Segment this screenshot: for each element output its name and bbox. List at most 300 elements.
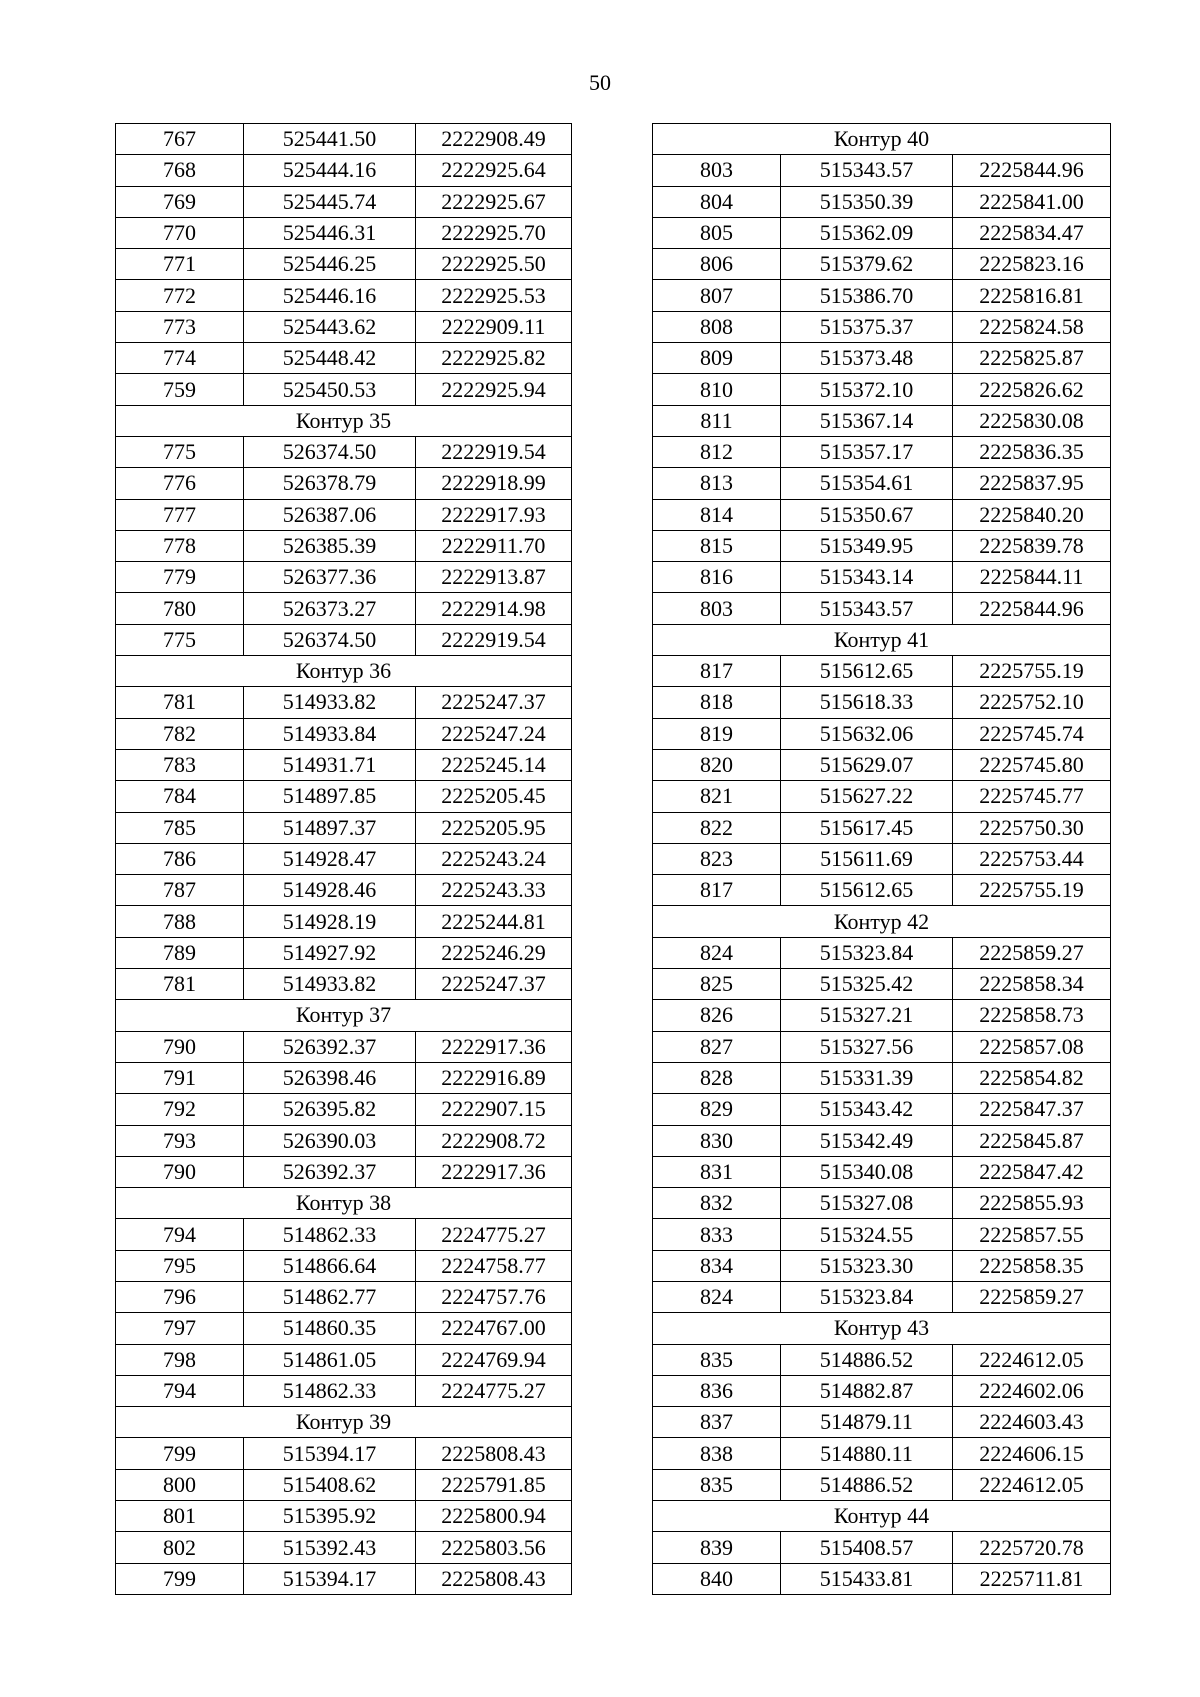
x-coordinate: 515367.14 xyxy=(781,405,953,436)
y-coordinate: 2225841.00 xyxy=(953,186,1111,217)
y-coordinate: 2225245.14 xyxy=(416,749,572,780)
y-coordinate: 2225823.16 xyxy=(953,249,1111,280)
x-coordinate: 526374.50 xyxy=(244,436,416,467)
point-number: 802 xyxy=(116,1532,244,1563)
y-coordinate: 2225840.20 xyxy=(953,499,1111,530)
coordinate-row xyxy=(116,499,572,530)
point-number: 780 xyxy=(116,593,244,624)
x-coordinate: 526373.27 xyxy=(244,593,416,624)
coordinate-row xyxy=(653,1250,1111,1281)
point-number: 818 xyxy=(653,687,781,718)
point-number: 769 xyxy=(116,186,244,217)
y-coordinate: 2225830.08 xyxy=(953,405,1111,436)
y-coordinate: 2225858.73 xyxy=(953,1000,1111,1031)
contour-title: Контур 41 xyxy=(653,624,1111,655)
x-coordinate: 525446.31 xyxy=(244,217,416,248)
point-number: 767 xyxy=(116,124,244,155)
point-number: 834 xyxy=(653,1250,781,1281)
point-number: 840 xyxy=(653,1563,781,1594)
x-coordinate: 515343.57 xyxy=(781,593,953,624)
y-coordinate: 2225844.96 xyxy=(953,593,1111,624)
point-number: 781 xyxy=(116,687,244,718)
point-number: 791 xyxy=(116,1062,244,1093)
y-coordinate: 2225816.81 xyxy=(953,280,1111,311)
x-coordinate: 515617.45 xyxy=(781,812,953,843)
point-number: 794 xyxy=(116,1375,244,1406)
coordinate-row xyxy=(116,969,572,1000)
x-coordinate: 515350.67 xyxy=(781,499,953,530)
x-coordinate: 515323.30 xyxy=(781,1250,953,1281)
x-coordinate: 515379.62 xyxy=(781,249,953,280)
point-number: 831 xyxy=(653,1156,781,1187)
y-coordinate: 2225247.37 xyxy=(416,687,572,718)
coordinate-row xyxy=(116,155,572,186)
y-coordinate: 2225847.37 xyxy=(953,1094,1111,1125)
y-coordinate: 2222925.50 xyxy=(416,249,572,280)
x-coordinate: 515612.65 xyxy=(781,656,953,687)
x-coordinate: 526387.06 xyxy=(244,499,416,530)
contour-header-row xyxy=(653,906,1111,937)
coordinate-row xyxy=(116,1250,572,1281)
y-coordinate: 2225825.87 xyxy=(953,343,1111,374)
y-coordinate: 2224612.05 xyxy=(953,1344,1111,1375)
x-coordinate: 514933.82 xyxy=(244,969,416,1000)
coordinate-row xyxy=(653,781,1111,812)
page-number: 50 xyxy=(589,70,611,95)
point-number: 829 xyxy=(653,1094,781,1125)
coordinate-row xyxy=(653,1281,1111,1312)
point-number: 795 xyxy=(116,1250,244,1281)
point-number: 814 xyxy=(653,499,781,530)
x-coordinate: 526395.82 xyxy=(244,1094,416,1125)
point-number: 781 xyxy=(116,969,244,1000)
x-coordinate: 526398.46 xyxy=(244,1062,416,1093)
coordinate-row xyxy=(116,906,572,937)
point-number: 825 xyxy=(653,969,781,1000)
x-coordinate: 526392.37 xyxy=(244,1031,416,1062)
coordinate-row xyxy=(116,374,572,405)
y-coordinate: 2225800.94 xyxy=(416,1501,572,1532)
point-number: 796 xyxy=(116,1281,244,1312)
contour-header-row xyxy=(116,656,572,687)
point-number: 815 xyxy=(653,530,781,561)
contour-header-row xyxy=(116,1000,572,1031)
point-number: 759 xyxy=(116,374,244,405)
point-number: 819 xyxy=(653,718,781,749)
x-coordinate: 515386.70 xyxy=(781,280,953,311)
x-coordinate: 514928.19 xyxy=(244,906,416,937)
x-coordinate: 514862.33 xyxy=(244,1219,416,1250)
y-coordinate: 2225247.37 xyxy=(416,969,572,1000)
point-number: 774 xyxy=(116,343,244,374)
x-coordinate: 515611.69 xyxy=(781,843,953,874)
y-coordinate: 2222925.94 xyxy=(416,374,572,405)
y-coordinate: 2225205.45 xyxy=(416,781,572,812)
coordinate-row xyxy=(653,1125,1111,1156)
coordinate-row xyxy=(116,1281,572,1312)
x-coordinate: 515372.10 xyxy=(781,374,953,405)
point-number: 773 xyxy=(116,311,244,342)
point-number: 811 xyxy=(653,405,781,436)
coordinate-row xyxy=(116,1438,572,1469)
point-number: 779 xyxy=(116,562,244,593)
point-number: 824 xyxy=(653,937,781,968)
point-number: 789 xyxy=(116,937,244,968)
coordinate-row xyxy=(116,217,572,248)
coordinate-row xyxy=(116,687,572,718)
coordinate-row xyxy=(653,937,1111,968)
point-number: 824 xyxy=(653,1281,781,1312)
y-coordinate: 2224769.94 xyxy=(416,1344,572,1375)
y-coordinate: 2225845.87 xyxy=(953,1125,1111,1156)
x-coordinate: 525446.16 xyxy=(244,280,416,311)
coordinate-row xyxy=(116,1156,572,1187)
x-coordinate: 526390.03 xyxy=(244,1125,416,1156)
y-coordinate: 2225854.82 xyxy=(953,1062,1111,1093)
x-coordinate: 515629.07 xyxy=(781,749,953,780)
x-coordinate: 515323.84 xyxy=(781,937,953,968)
coordinate-row xyxy=(116,1501,572,1532)
y-coordinate: 2225858.34 xyxy=(953,969,1111,1000)
contour-header-row xyxy=(116,405,572,436)
y-coordinate: 2222917.36 xyxy=(416,1156,572,1187)
coordinate-row xyxy=(653,217,1111,248)
point-number: 770 xyxy=(116,217,244,248)
x-coordinate: 514880.11 xyxy=(781,1438,953,1469)
point-number: 817 xyxy=(653,875,781,906)
x-coordinate: 515350.39 xyxy=(781,186,953,217)
y-coordinate: 2222925.64 xyxy=(416,155,572,186)
point-number: 785 xyxy=(116,812,244,843)
point-number: 803 xyxy=(653,155,781,186)
coordinate-row xyxy=(116,1031,572,1062)
y-coordinate: 2225243.33 xyxy=(416,875,572,906)
point-number: 801 xyxy=(116,1501,244,1532)
x-coordinate: 514931.71 xyxy=(244,749,416,780)
contour-title: Контур 44 xyxy=(653,1501,1111,1532)
point-number: 778 xyxy=(116,530,244,561)
y-coordinate: 2225246.29 xyxy=(416,937,572,968)
point-number: 799 xyxy=(116,1438,244,1469)
x-coordinate: 526377.36 xyxy=(244,562,416,593)
x-coordinate: 515343.42 xyxy=(781,1094,953,1125)
point-number: 820 xyxy=(653,749,781,780)
x-coordinate: 515627.22 xyxy=(781,781,953,812)
x-coordinate: 515394.17 xyxy=(244,1563,416,1594)
x-coordinate: 525444.16 xyxy=(244,155,416,186)
y-coordinate: 2225844.96 xyxy=(953,155,1111,186)
point-number: 837 xyxy=(653,1407,781,1438)
coordinate-row xyxy=(116,468,572,499)
x-coordinate: 514928.47 xyxy=(244,843,416,874)
y-coordinate: 2225753.44 xyxy=(953,843,1111,874)
y-coordinate: 2222919.54 xyxy=(416,624,572,655)
contour-title: Контур 35 xyxy=(116,405,572,436)
y-coordinate: 2225859.27 xyxy=(953,937,1111,968)
x-coordinate: 514866.64 xyxy=(244,1250,416,1281)
coordinate-row xyxy=(653,1438,1111,1469)
x-coordinate: 514897.85 xyxy=(244,781,416,812)
x-coordinate: 525445.74 xyxy=(244,186,416,217)
coordinate-row xyxy=(653,812,1111,843)
point-number: 797 xyxy=(116,1313,244,1344)
y-coordinate: 2225803.56 xyxy=(416,1532,572,1563)
x-coordinate: 515618.33 xyxy=(781,687,953,718)
x-coordinate: 526378.79 xyxy=(244,468,416,499)
y-coordinate: 2224602.06 xyxy=(953,1375,1111,1406)
coordinates-table-right xyxy=(652,123,1111,1595)
point-number: 809 xyxy=(653,343,781,374)
contour-title: Контур 36 xyxy=(116,656,572,687)
coordinate-row xyxy=(653,1532,1111,1563)
point-number: 823 xyxy=(653,843,781,874)
y-coordinate: 2224775.27 xyxy=(416,1375,572,1406)
x-coordinate: 514897.37 xyxy=(244,812,416,843)
coordinate-row xyxy=(653,186,1111,217)
x-coordinate: 514861.05 xyxy=(244,1344,416,1375)
contour-title: Контур 40 xyxy=(653,124,1111,155)
point-number: 805 xyxy=(653,217,781,248)
y-coordinate: 2225808.43 xyxy=(416,1563,572,1594)
y-coordinate: 2225826.62 xyxy=(953,374,1111,405)
x-coordinate: 514933.84 xyxy=(244,718,416,749)
point-number: 783 xyxy=(116,749,244,780)
x-coordinate: 525443.62 xyxy=(244,311,416,342)
y-coordinate: 2222917.36 xyxy=(416,1031,572,1062)
point-number: 786 xyxy=(116,843,244,874)
coordinate-row xyxy=(116,280,572,311)
x-coordinate: 515373.48 xyxy=(781,343,953,374)
coordinates-table-left xyxy=(115,123,572,1595)
x-coordinate: 525441.50 xyxy=(244,124,416,155)
point-number: 828 xyxy=(653,1062,781,1093)
y-coordinate: 2225752.10 xyxy=(953,687,1111,718)
contour-title: Контур 37 xyxy=(116,1000,572,1031)
contour-header-row xyxy=(116,1188,572,1219)
point-number: 790 xyxy=(116,1156,244,1187)
coordinate-row xyxy=(116,718,572,749)
y-coordinate: 2225247.24 xyxy=(416,718,572,749)
x-coordinate: 515343.57 xyxy=(781,155,953,186)
x-coordinate: 515394.17 xyxy=(244,1438,416,1469)
x-coordinate: 515408.57 xyxy=(781,1532,953,1563)
y-coordinate: 2225244.81 xyxy=(416,906,572,937)
point-number: 793 xyxy=(116,1125,244,1156)
coordinate-row xyxy=(653,562,1111,593)
y-coordinate: 2222914.98 xyxy=(416,593,572,624)
point-number: 836 xyxy=(653,1375,781,1406)
x-coordinate: 514862.33 xyxy=(244,1375,416,1406)
coordinate-row xyxy=(116,812,572,843)
x-coordinate: 514933.82 xyxy=(244,687,416,718)
x-coordinate: 515331.39 xyxy=(781,1062,953,1093)
point-number: 794 xyxy=(116,1219,244,1250)
coordinate-row xyxy=(653,374,1111,405)
y-coordinate: 2222925.82 xyxy=(416,343,572,374)
y-coordinate: 2225855.93 xyxy=(953,1188,1111,1219)
x-coordinate: 525448.42 xyxy=(244,343,416,374)
coordinate-row xyxy=(116,186,572,217)
coordinate-row xyxy=(116,1219,572,1250)
coordinate-row xyxy=(653,875,1111,906)
point-number: 822 xyxy=(653,812,781,843)
point-number: 799 xyxy=(116,1563,244,1594)
coordinate-row xyxy=(116,875,572,906)
x-coordinate: 515395.92 xyxy=(244,1501,416,1532)
point-number: 832 xyxy=(653,1188,781,1219)
point-number: 784 xyxy=(116,781,244,812)
y-coordinate: 2225720.78 xyxy=(953,1532,1111,1563)
x-coordinate: 526392.37 xyxy=(244,1156,416,1187)
x-coordinate: 515340.08 xyxy=(781,1156,953,1187)
y-coordinate: 2225755.19 xyxy=(953,875,1111,906)
x-coordinate: 515375.37 xyxy=(781,311,953,342)
coordinate-row xyxy=(116,749,572,780)
coordinate-row xyxy=(116,1344,572,1375)
coordinate-row xyxy=(116,530,572,561)
y-coordinate: 2225844.11 xyxy=(953,562,1111,593)
point-number: 827 xyxy=(653,1031,781,1062)
y-coordinate: 2224767.00 xyxy=(416,1313,572,1344)
coordinate-row xyxy=(116,1469,572,1500)
coordinate-row xyxy=(653,1188,1111,1219)
y-coordinate: 2224606.15 xyxy=(953,1438,1111,1469)
x-coordinate: 515323.84 xyxy=(781,1281,953,1312)
coordinate-row xyxy=(653,499,1111,530)
x-coordinate: 526374.50 xyxy=(244,624,416,655)
coordinate-row xyxy=(116,562,572,593)
y-coordinate: 2225791.85 xyxy=(416,1469,572,1500)
y-coordinate: 2225824.58 xyxy=(953,311,1111,342)
point-number: 838 xyxy=(653,1438,781,1469)
point-number: 835 xyxy=(653,1469,781,1500)
point-number: 782 xyxy=(116,718,244,749)
coordinate-row xyxy=(116,593,572,624)
y-coordinate: 2224775.27 xyxy=(416,1219,572,1250)
coordinate-row xyxy=(116,249,572,280)
y-coordinate: 2224603.43 xyxy=(953,1407,1111,1438)
coordinate-row xyxy=(653,687,1111,718)
point-number: 771 xyxy=(116,249,244,280)
coordinate-row xyxy=(116,781,572,812)
x-coordinate: 515327.56 xyxy=(781,1031,953,1062)
y-coordinate: 2225745.74 xyxy=(953,718,1111,749)
x-coordinate: 514886.52 xyxy=(781,1469,953,1500)
point-number: 804 xyxy=(653,186,781,217)
coordinate-row xyxy=(653,1407,1111,1438)
point-number: 826 xyxy=(653,1000,781,1031)
coordinate-row xyxy=(116,311,572,342)
x-coordinate: 515354.61 xyxy=(781,468,953,499)
point-number: 777 xyxy=(116,499,244,530)
coordinate-row xyxy=(653,405,1111,436)
coordinate-row xyxy=(116,124,572,155)
point-number: 817 xyxy=(653,656,781,687)
point-number: 788 xyxy=(116,906,244,937)
coordinate-row xyxy=(653,843,1111,874)
coordinate-row xyxy=(653,1469,1111,1500)
coordinate-row xyxy=(653,311,1111,342)
y-coordinate: 2225847.42 xyxy=(953,1156,1111,1187)
coordinate-row xyxy=(653,155,1111,186)
y-coordinate: 2225711.81 xyxy=(953,1563,1111,1594)
coordinate-row xyxy=(653,593,1111,624)
y-coordinate: 2222907.15 xyxy=(416,1094,572,1125)
y-coordinate: 2225243.24 xyxy=(416,843,572,874)
x-coordinate: 515327.21 xyxy=(781,1000,953,1031)
y-coordinate: 2225859.27 xyxy=(953,1281,1111,1312)
coordinate-row xyxy=(653,718,1111,749)
point-number: 806 xyxy=(653,249,781,280)
y-coordinate: 2222918.99 xyxy=(416,468,572,499)
x-coordinate: 515362.09 xyxy=(781,217,953,248)
coordinate-row xyxy=(116,937,572,968)
coordinate-row xyxy=(653,749,1111,780)
contour-header-row xyxy=(116,1407,572,1438)
y-coordinate: 2222913.87 xyxy=(416,562,572,593)
x-coordinate: 514860.35 xyxy=(244,1313,416,1344)
y-coordinate: 2222917.93 xyxy=(416,499,572,530)
point-number: 813 xyxy=(653,468,781,499)
y-coordinate: 2225839.78 xyxy=(953,530,1111,561)
coordinate-row xyxy=(116,343,572,374)
y-coordinate: 2225755.19 xyxy=(953,656,1111,687)
point-number: 768 xyxy=(116,155,244,186)
y-coordinate: 2225857.08 xyxy=(953,1031,1111,1062)
x-coordinate: 515343.14 xyxy=(781,562,953,593)
y-coordinate: 2225750.30 xyxy=(953,812,1111,843)
coordinate-row xyxy=(653,1094,1111,1125)
contour-header-row xyxy=(653,124,1111,155)
coordinate-row xyxy=(116,1532,572,1563)
point-number: 812 xyxy=(653,436,781,467)
coordinate-row xyxy=(653,1219,1111,1250)
y-coordinate: 2225808.43 xyxy=(416,1438,572,1469)
coordinate-row xyxy=(653,530,1111,561)
x-coordinate: 515327.08 xyxy=(781,1188,953,1219)
x-coordinate: 515357.17 xyxy=(781,436,953,467)
contour-title: Контур 43 xyxy=(653,1313,1111,1344)
x-coordinate: 514882.87 xyxy=(781,1375,953,1406)
x-coordinate: 526385.39 xyxy=(244,530,416,561)
coordinate-row xyxy=(116,843,572,874)
coordinate-row xyxy=(653,1563,1111,1594)
coordinate-row xyxy=(116,436,572,467)
point-number: 798 xyxy=(116,1344,244,1375)
point-number: 808 xyxy=(653,311,781,342)
coordinate-row xyxy=(653,436,1111,467)
point-number: 807 xyxy=(653,280,781,311)
coordinate-row xyxy=(116,624,572,655)
contour-title: Контур 39 xyxy=(116,1407,572,1438)
coordinate-row xyxy=(653,343,1111,374)
point-number: 790 xyxy=(116,1031,244,1062)
y-coordinate: 2225858.35 xyxy=(953,1250,1111,1281)
contour-header-row xyxy=(653,1313,1111,1344)
point-number: 833 xyxy=(653,1219,781,1250)
coordinate-row xyxy=(653,1000,1111,1031)
x-coordinate: 514862.77 xyxy=(244,1281,416,1312)
point-number: 830 xyxy=(653,1125,781,1156)
y-coordinate: 2222919.54 xyxy=(416,436,572,467)
point-number: 803 xyxy=(653,593,781,624)
x-coordinate: 515612.65 xyxy=(781,875,953,906)
coordinate-row xyxy=(653,1344,1111,1375)
coordinate-row xyxy=(116,1313,572,1344)
x-coordinate: 515349.95 xyxy=(781,530,953,561)
coordinate-row xyxy=(653,1156,1111,1187)
y-coordinate: 2225834.47 xyxy=(953,217,1111,248)
